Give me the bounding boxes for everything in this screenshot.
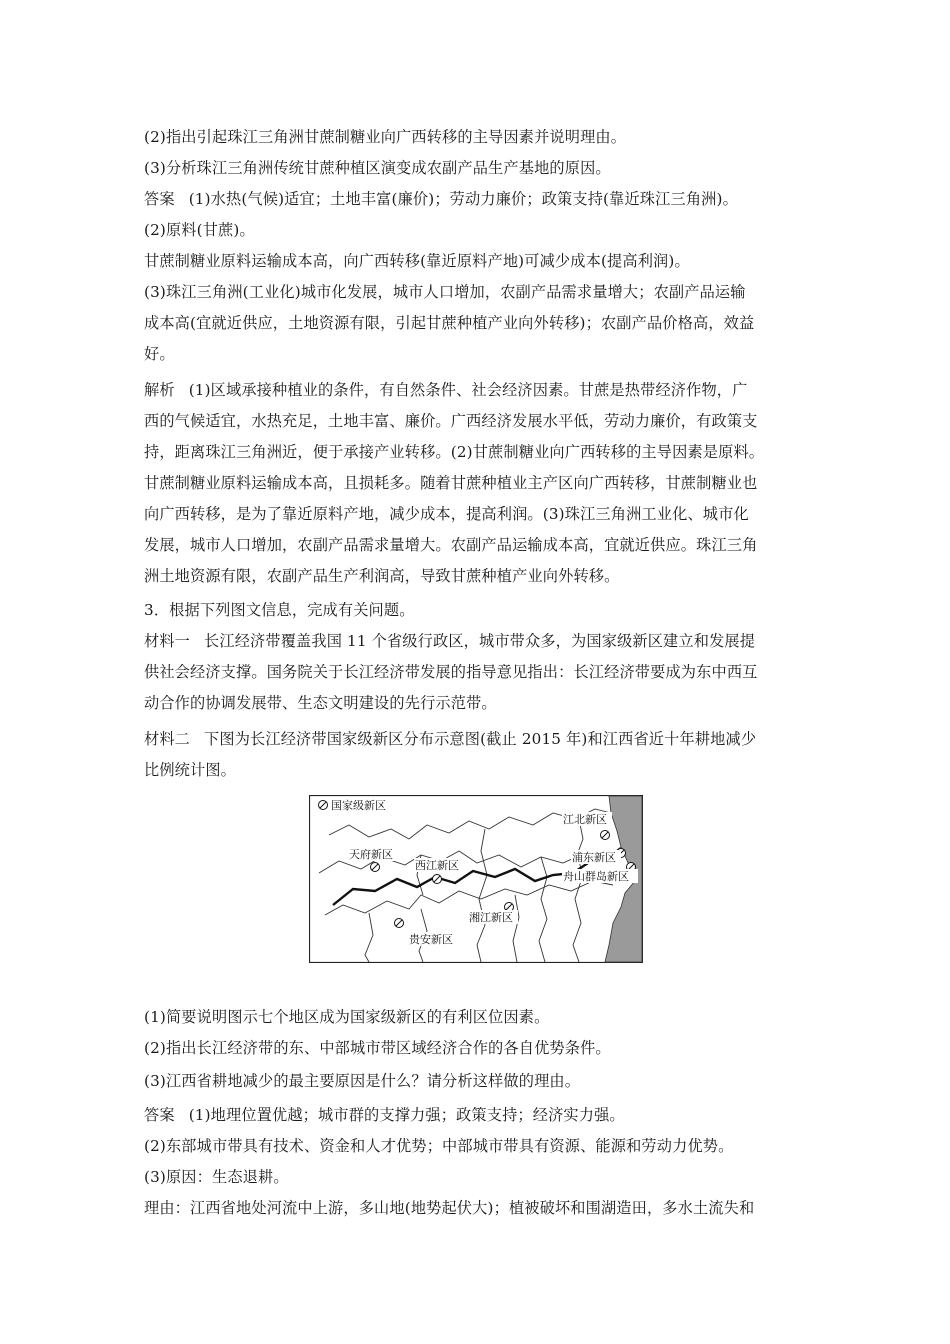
material-2-label: 材料二 [144,730,191,748]
label-jiangbei: 江北新区 [563,813,607,826]
q3-answer-label: 答案 [144,1106,175,1124]
answer-line-2a: (2)原料(甘蔗)。 [144,221,255,239]
label-zhoushan: 舟山群岛新区 [563,870,629,883]
analysis-1-text: (1)区域承接种植业的条件，有自然条件、社会经济因素。甘蔗是热带经济作物，广 [188,381,748,399]
analysis-line-1 [144,380,747,400]
material-1-line-2: 供社会经济支撑。国务院关于长江经济带发展的指导意见指出：长江经济带要成为东中西互 [144,663,758,681]
answer-line-1 [144,189,738,209]
material-1-text: 长江经济带覆盖我国 11 个省级行政区，城市带众多，为国家级新区建立和发展提 [204,632,756,650]
sub-question-3: (3)江西省耕地减少的最主要原因是什么？请分析这样做的理由。 [144,1072,581,1090]
label-pudong: 浦东新区 [572,851,616,864]
answer-line-3b: 成本高(宜就近供应，土地资源有限，引起甘蔗种植产业向外转移)；农副产品价格高，效益 [144,314,755,332]
label-xiangjiang: 湘江新区 [469,911,513,924]
material-2-text: 下图为长江经济带国家级新区分布示意图(截止 2015 年)和江西省近十年耕地减少 [204,730,757,748]
analysis-line-6: 发展，城市人口增加，农副产品需求量增大。农副产品运输成本高，宜就近供应。珠江三角 [144,536,758,554]
q3-answer-line-4: 理由：江西省地处河流中上游，多山地(地势起伏大)；植被破坏和围湖造田，多水土流失和 [144,1199,755,1217]
legend-label: 国家级新区 [331,799,386,812]
q3-answer-1-text: (1)地理位置优越；城市群的支撑力强；政策支持；经济实力强。 [188,1106,625,1124]
label-tianfu: 天府新区 [349,848,393,861]
question-3-title: 3．根据下列图文信息，完成有关问题。 [144,601,415,619]
sub-question-2: (2)指出长江经济带的东、中部城市带区域经济合作的各自优势条件。 [144,1039,611,1057]
material-2-line-1 [144,729,756,749]
question-3: (3)分析珠江三角洲传统甘蔗种植区演变成农副产品生产基地的原因。 [144,159,611,177]
analysis-line-7: 洲土地资源有限，农副产品生产利润高，导致甘蔗种植产业向外转移。 [144,567,620,585]
q3-answer-line-2: (2)东部城市带具有技术、资金和人才优势；中部城市带具有资源、能源和劳动力优势。 [144,1137,734,1155]
map-svg [309,795,643,963]
sub-question-1: (1)简要说明图示七个地区成为国家级新区的有利区位因素。 [144,1008,550,1026]
analysis-line-5: 向广西转移，是为了靠近原料产地，减少成本，提高利润。(3)珠江三角洲工业化、城市化 [144,505,749,523]
material-2-line-2: 比例统计图。 [144,761,237,779]
analysis-line-2: 西的气候适宜，水热充足，土地丰富、廉价。广西经济发展水平低，劳动力廉价，有政策支 [144,412,758,430]
analysis-label: 解析 [144,381,175,399]
label-guian: 贵安新区 [409,933,453,946]
analysis-line-3: 持，距离珠江三角洲近，便于承接产业转移。(2)甘蔗制糖业向广西转移的主导因素是原料。 [144,443,765,461]
answer-line-3a: (3)珠江三角洲(工业化)城市化发展，城市人口增加，农副产品需求量增大；农副产品运输 [144,283,746,301]
q3-answer-line-1 [144,1105,625,1125]
answer-1-text: (1)水热(气候)适宜；土地丰富(廉价)；劳动力廉价；政策支持(靠近珠江三角洲)。 [188,190,738,208]
yangtze-new-areas-map [309,795,643,963]
answer-line-2b: 甘蔗制糖业原料运输成本高，向广西转移(靠近原料产地)可减少成本(提高利润)。 [144,252,690,270]
material-1-label: 材料一 [144,632,191,650]
material-1-line-1 [144,631,755,651]
material-1-line-3: 动合作的协调发展带、生态文明建设的先行示范带。 [144,694,497,712]
answer-line-3c: 好。 [144,345,175,363]
q3-answer-line-3: (3)原因：生态退耕。 [144,1168,289,1186]
analysis-line-4: 甘蔗制糖业原料运输成本高，且损耗多。随着甘蔗种植业主产区向广西转移，甘蔗制糖业也 [144,474,758,492]
label-xijiang: 西江新区 [415,859,459,872]
answer-label: 答案 [144,190,175,208]
question-2: (2)指出引起珠江三角洲甘蔗制糖业向广西转移的主导因素并说明理由。 [144,128,627,146]
